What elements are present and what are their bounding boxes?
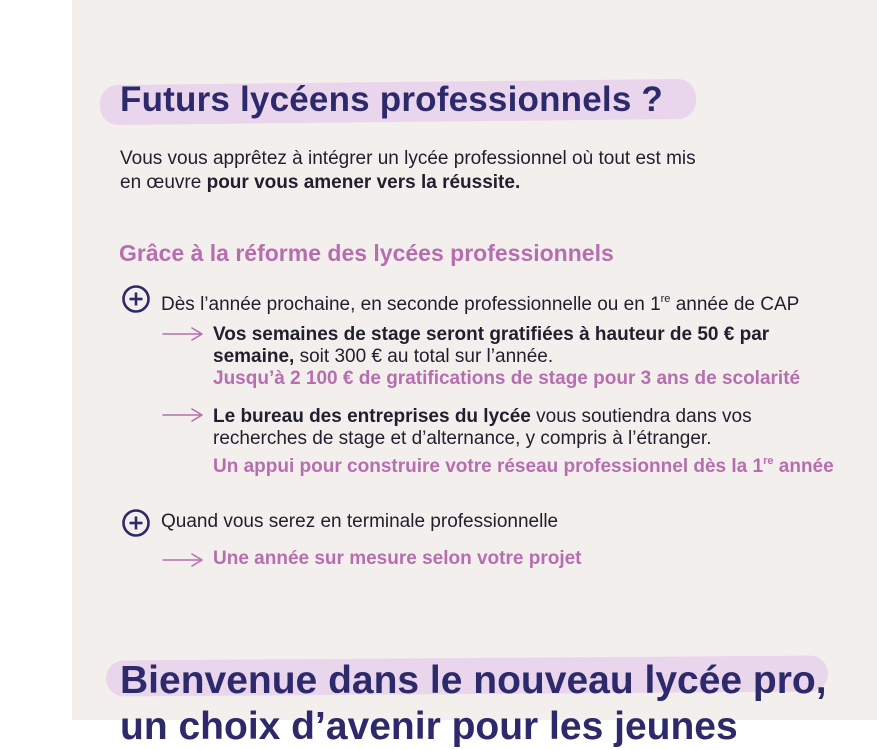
item1-rest: soit 300 € au total sur l’année. [294, 346, 554, 367]
item2-bold: Le bureau des entreprises du lycée [213, 406, 531, 427]
page-title: Futurs lycéens professionnels ? [120, 80, 664, 119]
arrow-right-icon [162, 552, 204, 568]
item2-rest: vous soutiendra dans vos recherches de stage et d’alternance, y compris à l’étranger. [213, 406, 752, 449]
superscript: re [660, 293, 671, 305]
section1-item2 [213, 406, 834, 478]
section1-text-part: année de CAP [670, 294, 800, 315]
closing-title-line2: un choix d’avenir pour les jeunes [120, 705, 738, 748]
intro-line2: en œuvre [120, 172, 207, 193]
intro-paragraph [120, 147, 760, 195]
item2-highlight [213, 456, 834, 477]
section2-highlight: Une année sur mesure selon votre projet [213, 548, 582, 569]
item1-bold: Vos semaines de stage seront gratifiées à hauteur de 50 € par semaine, [213, 324, 770, 367]
item2-highlight-text: année [773, 456, 834, 477]
section1-text-part: Dès l’année prochaine, en seconde professionnelle ou en 1 [161, 294, 661, 315]
plus-circle-icon [122, 285, 150, 313]
arrow-right-icon [162, 407, 204, 423]
item2-highlight-text: Un appui pour construire votre réseau professionnel dès la 1 [213, 456, 764, 477]
intro-line1: Vous vous apprêtez à intégrer un lycée professionnel où tout est mis [120, 148, 696, 169]
arrow-right-icon [162, 326, 204, 342]
section1-item1 [213, 324, 801, 390]
superscript: re [763, 455, 774, 467]
section2-text: Quand vous serez en terminale professionnelle [161, 511, 559, 532]
section2-item1 [213, 548, 833, 570]
section-subheading: Grâce à la réforme des lycées professionnels [119, 240, 614, 266]
section1-text [161, 287, 799, 317]
plus-circle-icon [122, 509, 150, 537]
document-page [72, 0, 877, 748]
closing-title-line1: Bienvenue dans le nouveau lycée pro, [120, 659, 827, 702]
closing-title [120, 658, 827, 750]
intro-bold: pour vous amener vers la réussite. [206, 172, 521, 193]
item1-highlight: Jusqu’à 2 100 € de gratifications de stage pour 3 ans de scolarité [213, 368, 801, 389]
